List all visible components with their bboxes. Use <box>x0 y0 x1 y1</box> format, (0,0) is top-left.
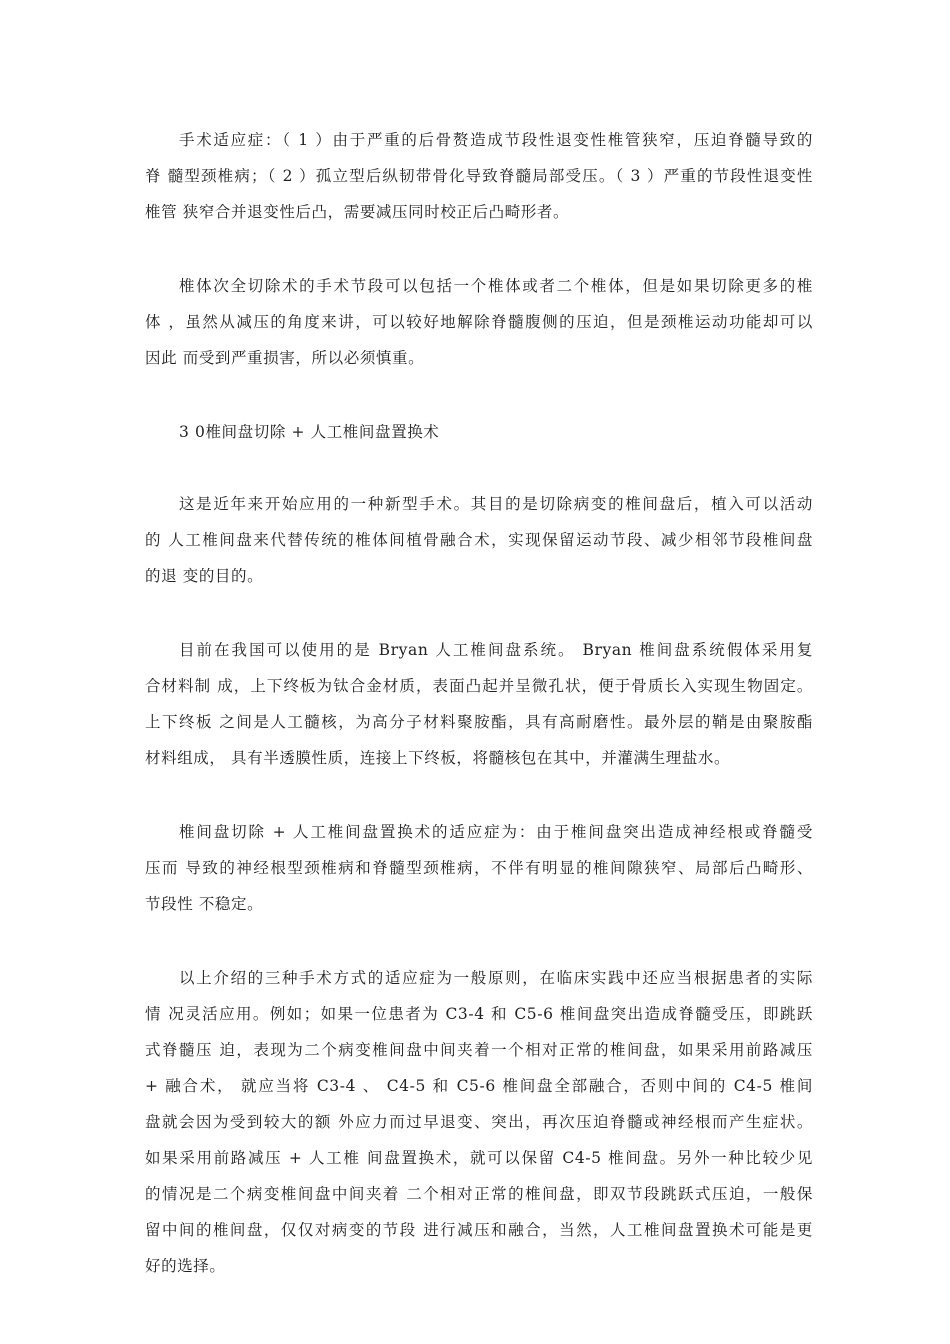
text-line: 情 况灵活应用。例如；如果一位患者为 C3-4 和 C5-6 椎间盘突出造成脊髓受压，即跳跃 <box>145 1005 813 1023</box>
text-line: 因此 而受到严重损害，所以必须慎重。 <box>145 349 425 367</box>
text-line: 式脊髓压 迫，表现为二个病变椎间盘中间夹着一个相对正常的椎间盘，如果采用前路减压 <box>145 1041 813 1059</box>
text-line: 的退 变的目的。 <box>145 567 264 585</box>
paragraph-bryan-system <box>145 632 813 776</box>
paragraph-general-principle <box>145 960 813 1284</box>
text-line: 压而 导致的神经根型颈椎病和脊髓型颈椎病，不伴有明显的椎间隙狭窄、局部后凸畸形、 <box>145 859 813 877</box>
heading-text: 3 0椎间盘切除 + 人工椎间盘置换术 <box>179 423 440 441</box>
text-line: 体 ，虽然从减压的角度来讲，可以较好地解除脊髓腹侧的压迫，但是颈椎运动功能却可以 <box>145 313 813 331</box>
text-line: 节段性 不稳定。 <box>145 895 264 913</box>
text-line: 椎体次全切除术的手术节段可以包括一个椎体或者二个椎体，但是如果切除更多的椎 <box>179 277 813 295</box>
paragraph-replacement-indications <box>145 814 813 922</box>
text-line: 材料组成， 具有半透膜性质，连接上下终板，将髓核包在其中，并灌满生理盐水。 <box>145 749 731 767</box>
text-line: 脊 髓型颈椎病；（ 2 ）孤立型后纵韧带骨化导致脊髓局部受压。（ 3 ）严重的节段性退变性 <box>145 167 813 185</box>
text-line: 手术适应症：（ 1 ）由于严重的后骨赘造成节段性退变性椎管狭窄，压迫脊髓导致的 <box>179 131 813 149</box>
text-line: 椎间盘切除 + 人工椎间盘置换术的适应症为：由于椎间盘突出造成神经根或脊髓受 <box>179 823 813 841</box>
text-line: 目前在我国可以使用的是 Bryan 人工椎间盘系统。 Bryan 椎间盘系统假体采用复 <box>179 641 813 659</box>
text-line: 以上介绍的三种手术方式的适应症为一般原则，在临床实践中还应当根据患者的实际 <box>179 969 813 987</box>
text-line: + 融合术， 就应当将 C3-4 、 C4-5 和 C5-6 椎间盘全部融合，否则中间的 C4-5 椎间 <box>145 1077 813 1095</box>
text-line: 的情况是二个病变椎间盘中间夹着 二个相对正常的椎间盘，即双节段跳跃式压迫，一般保 <box>145 1185 813 1203</box>
text-line: 好的选择。 <box>145 1257 226 1275</box>
document-body <box>145 122 813 1322</box>
text-line: 椎管 狭窄合并退变性后凸，需要减压同时校正后凸畸形者。 <box>145 203 570 221</box>
text-line: 的 人工椎间盘来代替传统的椎体间植骨融合术，实现保留运动节段、减少相邻节段椎间盘 <box>145 531 813 549</box>
text-line: 盘就会因为受到较大的额 外应力而过早退变、突出，再次压迫脊髓或神经根而产生症状。 <box>145 1113 813 1131</box>
text-line: 如果采用前路减压 + 人工椎 间盘置换术，就可以保留 C4-5 椎间盘。另外一种比较少见 <box>145 1149 813 1167</box>
text-line: 留中间的椎间盘，仅仅对病变的节段 进行减压和融合，当然，人工椎间盘置换术可能是更 <box>145 1221 813 1239</box>
text-line: 这是近年来开始应用的一种新型手术。其目的是切除病变的椎间盘后，植入可以活动 <box>179 495 813 513</box>
paragraph-new-surgery <box>145 486 813 594</box>
section-heading <box>145 414 813 450</box>
text-line: 上下终板 之间是人工髓核，为高分子材料聚胺酯，具有高耐磨性。最外层的鞘是由聚胺酯 <box>145 713 813 731</box>
text-line: 合材料制 成，上下终板为钛合金材质，表面凸起并呈微孔状，便于骨质长入实现生物固定。 <box>145 677 813 695</box>
paragraph-corpectomy <box>145 268 813 376</box>
paragraph-indications <box>145 122 813 230</box>
